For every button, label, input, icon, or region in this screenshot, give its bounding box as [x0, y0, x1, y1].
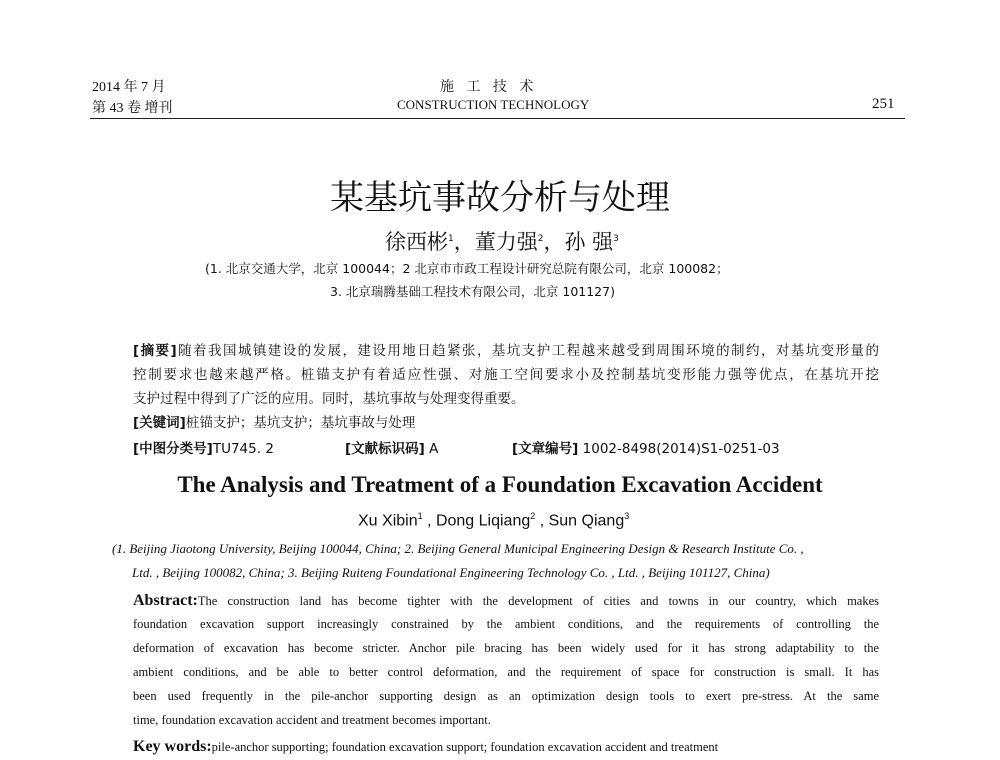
header-date: 2014 年 7 月 — [92, 80, 166, 95]
clc-value: TU745. 2 — [212, 441, 274, 457]
author-sup: 2 — [530, 511, 536, 521]
abstract-cn-line: 支护过程中得到了广泛的应用。同时，基坑事故与处理变得重要。 — [133, 391, 525, 407]
abstract-en-line: ambient conditions, and be able to better control deformation, and the requirement of space for construction is small. It has — [133, 665, 879, 679]
author-sup: 3 — [624, 511, 630, 521]
author-sup: 2 — [537, 234, 544, 244]
abstract-cn-line — [133, 339, 879, 359]
affiliation-cn-line: (1. 北京交通大学，北京 100044；2 北京市市政工程设计研究总院有限公司，北京 100082； — [205, 261, 729, 276]
affiliation-en-line: Ltd. , Beijing 100082, China; 3. Beijing Ruiteng Foundational Engineering Technology Co. , Ltd. , Beijing 101127, China) — [132, 565, 770, 580]
authors-cn: 徐西彬$^1$，董力强$^2$，孙 强$^3$ — [385, 230, 619, 254]
id-value: 1002-8498(2014)S1-0251-03 — [582, 441, 780, 457]
author: Sun Qiang — [548, 512, 625, 530]
abstract-en-text: The construction land has become tighter with the development of cities and towns in our country, which makes — [197, 594, 879, 608]
page-number: 251 — [872, 96, 895, 112]
journal-name-en: CONSTRUCTION TECHNOLOGY — [397, 97, 590, 112]
header-volume: 第 43 卷 增刊 — [92, 101, 173, 116]
header-rule — [90, 118, 905, 119]
keywords-cn — [133, 411, 415, 431]
author: 董力强 — [474, 230, 538, 254]
clc-number — [133, 437, 274, 457]
keywords-en-text: pile-anchor supporting; foundation excavation support; foundation excavation accident and treatment — [211, 740, 719, 754]
author: 孙 强 — [564, 230, 614, 254]
affiliation-cn-line: 3. 北京瑞腾基础工程技术有限公司，北京 101127) — [330, 284, 615, 299]
abstract-en-line: deformation of excavation has become stricter. Anchor pile bracing has been widely used for it has strong adaptability to the — [133, 641, 879, 655]
document-code — [345, 437, 438, 457]
abstract-cn-label: [摘要] — [133, 343, 177, 359]
authors-en: Xu Xibin$^1$ , Dong Liqiang$^2$ , Sun Qiang$^3$ — [358, 511, 630, 530]
title-en: The Analysis and Treatment of a Foundation Excavation Accident — [177, 472, 823, 497]
abstract-cn-text: 随着我国城镇建设的发展，建设用地日趋紧张，基坑支护工程越来越受到周围环境的制约，对基坑变形量的 — [176, 343, 879, 359]
affiliation-en-line: (1. Beijing Jiaotong University, Beijing 100044, China; 2. Beijing General Municipal Engineering Design & Research Institute Co. , — [112, 541, 804, 556]
abstract-en-line: time, foundation excavation accident and treatment becomes important. — [133, 713, 491, 727]
clc-label: [中图分类号] — [133, 441, 213, 457]
keywords-en-label: Key words: — [133, 738, 212, 755]
abstract-en-line: been used frequently in the pile-anchor supporting design as an optimization design tools to exert pre-stress. At the same — [133, 689, 879, 703]
author: Dong Liqiang — [435, 512, 531, 530]
abstract-en-line — [133, 592, 879, 610]
keywords-en — [133, 738, 718, 756]
author-sup: 3 — [613, 234, 619, 244]
author-sup: 1 — [448, 234, 454, 244]
article-number — [512, 437, 780, 457]
abstract-en-label: Abstract: — [133, 592, 198, 609]
abstract-cn-line: 控制要求也越来越严格。桩锚支护有着适应性强、对施工空间要求小及控制基坑变形能力强等优点，在基坑开挖 — [133, 367, 879, 383]
id-label: [文章编号] — [512, 441, 579, 457]
abstract-en-line: foundation excavation support increasingly constrained by the ambient conditions, and the requirements of controlling the — [133, 617, 879, 631]
author: Xu Xibin — [358, 512, 418, 530]
author-sup: 1 — [417, 511, 423, 521]
doc-value: A — [429, 441, 439, 457]
keywords-cn-text: 桩锚支护；基坑支护；基坑事故与处理 — [185, 415, 416, 431]
journal-name-cn: 施 工 技 术 — [440, 79, 538, 95]
author: 徐西彬 — [385, 230, 448, 254]
title-cn: 某基坑事故分析与处理 — [330, 178, 670, 218]
keywords-cn-label: [关键词] — [133, 415, 186, 431]
doc-label: [文献标识码] — [345, 441, 425, 457]
